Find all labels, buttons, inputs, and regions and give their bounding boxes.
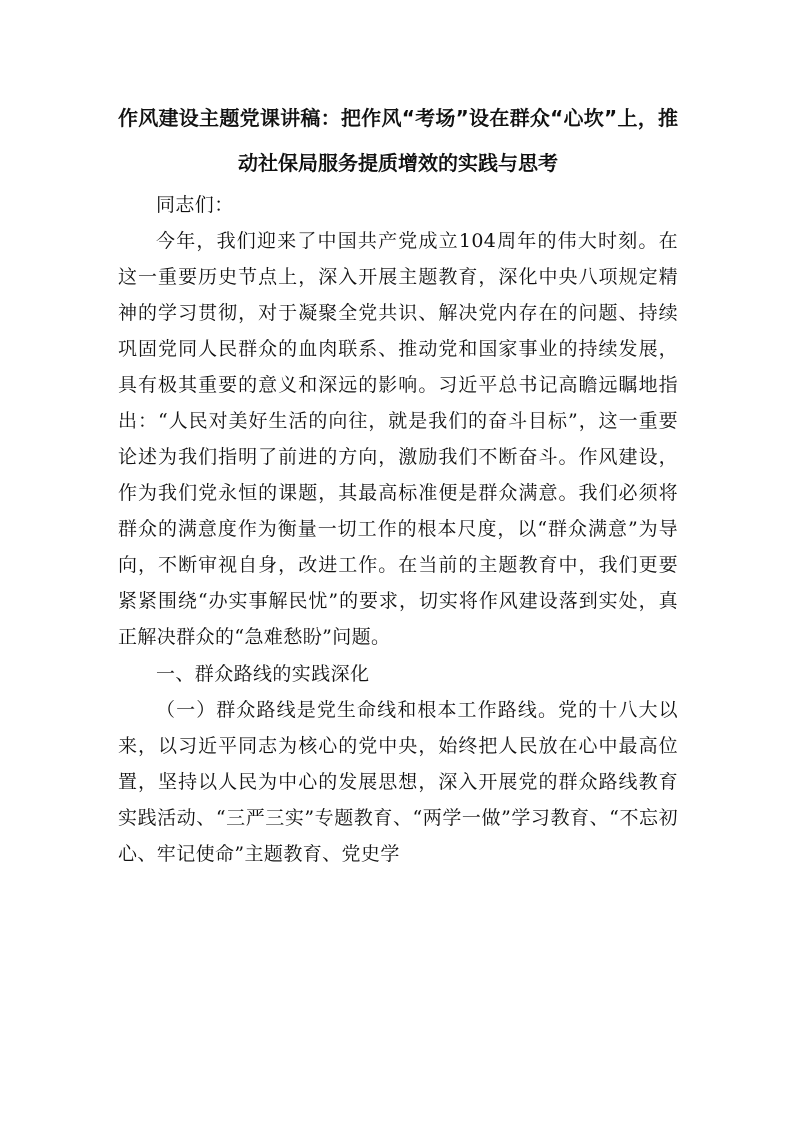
body-paragraph-1: 今年，我们迎来了中国共产党成立104周年的伟大时刻。在这一重要历史节点上，深入开展主题教育，深化中央八项规定精神的学习贯彻，对于凝聚全党共识、解决党内存在的问题、持续巩固党同人民群众的血肉联系、推动党和国家事业的持续发展，具有极其重要的意义和深远的影响。习近平总书记高瞻远瞩地指出：“人民对美好生活的向往，就是我们的奋斗目标”，这一重要论述为我们指明了前进的方向，激励我们不断奋斗。作风建设，作为我们党永恒的课题，其最高标准便是群众满意。我们必须将群众的满意度作为衡量一切工作的根本尺度，以“群众满意”为导向，不断审视自身，改进工作。在当前的主题教育中，我们更要紧紧围绕“办实事解民忧”的要求，切实将作风建设落到实处，真正解决群众的“急难愁盼”问题。 [118,230,678,648]
section-paragraph-1: （一）群众路线是党生命线和根本工作路线。党的十八大以来，以习近平同志为核心的党中央，始终把人民放在心中最高位置，坚持以人民为中心的发展思想，深入开展党的群众路线教育实践活动、“三严三实”专题教育、“两学一做”学习教育、“不忘初心、牢记使命”主题教育、党史学 [118,699,678,865]
salutation: 同志们： [156,194,234,216]
document-title: 作风建设主题党课讲稿：把作风“考场”设在群众“心坎”上，推动社保局服务提质增效的实践与思考 [118,106,678,175]
document-page [118,96,678,872]
section-heading-1: 一、群众路线的实践深化 [156,663,370,685]
